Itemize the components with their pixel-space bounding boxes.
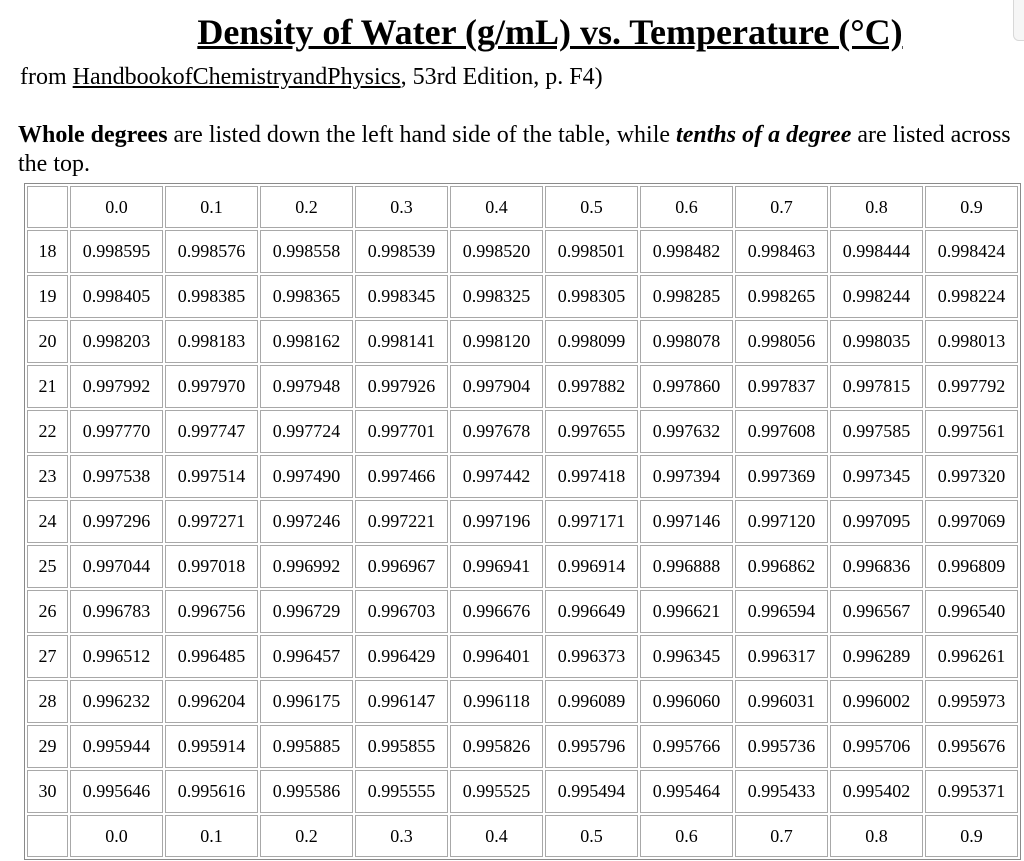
row-temperature: 23	[27, 455, 68, 498]
density-cell: 0.998365	[260, 275, 353, 318]
row-temperature: 24	[27, 500, 68, 543]
window-scroll-edge[interactable]	[1013, 0, 1024, 41]
density-cell: 0.996345	[640, 635, 733, 678]
density-table	[24, 183, 1021, 860]
density-cell: 0.998385	[165, 275, 258, 318]
density-cell: 0.998183	[165, 320, 258, 363]
density-cell: 0.998325	[450, 275, 543, 318]
density-cell: 0.995525	[450, 770, 543, 813]
density-cell: 0.996401	[450, 635, 543, 678]
table-row	[27, 320, 1018, 363]
density-cell: 0.997345	[830, 455, 923, 498]
density-cell: 0.997196	[450, 500, 543, 543]
density-cell: 0.995944	[70, 725, 163, 768]
density-cell: 0.998424	[925, 230, 1018, 273]
column-header: 0.0	[70, 186, 163, 228]
column-header: 0.4	[450, 186, 543, 228]
density-cell: 0.997815	[830, 365, 923, 408]
density-cell: 0.995371	[925, 770, 1018, 813]
row-temperature: 28	[27, 680, 68, 723]
density-cell: 0.995586	[260, 770, 353, 813]
density-cell: 0.997418	[545, 455, 638, 498]
density-cell: 0.998520	[450, 230, 543, 273]
density-cell: 0.995402	[830, 770, 923, 813]
intro-text-1: are listed down the left hand side of the table, while	[167, 122, 677, 148]
density-cell: 0.997320	[925, 455, 1018, 498]
density-cell: 0.995766	[640, 725, 733, 768]
density-cell: 0.997271	[165, 500, 258, 543]
row-temperature: 20	[27, 320, 68, 363]
column-footer: 0.9	[925, 815, 1018, 857]
density-cell: 0.995646	[70, 770, 163, 813]
density-cell: 0.995855	[355, 725, 448, 768]
column-footer: 0.4	[450, 815, 543, 857]
density-cell: 0.998595	[70, 230, 163, 273]
header-row	[27, 186, 1018, 228]
density-cell: 0.998013	[925, 320, 1018, 363]
source-suffix: , 53rd Edition, p. F4)	[400, 64, 603, 90]
density-cell: 0.995433	[735, 770, 828, 813]
density-cell: 0.998120	[450, 320, 543, 363]
density-cell: 0.996485	[165, 635, 258, 678]
intro-bold: Whole degrees	[18, 122, 168, 148]
density-cell: 0.995973	[925, 680, 1018, 723]
density-cell: 0.995885	[260, 725, 353, 768]
density-cell: 0.998141	[355, 320, 448, 363]
density-cell: 0.997926	[355, 365, 448, 408]
density-cell: 0.998224	[925, 275, 1018, 318]
handbook-link[interactable]: HandbookofChemistryandPhysics	[72, 64, 401, 90]
density-cell: 0.996567	[830, 590, 923, 633]
table-row	[27, 680, 1018, 723]
density-cell: 0.996031	[735, 680, 828, 723]
density-cell: 0.997514	[165, 455, 258, 498]
density-cell: 0.997882	[545, 365, 638, 408]
density-cell: 0.998035	[830, 320, 923, 363]
column-header: 0.1	[165, 186, 258, 228]
density-cell: 0.996888	[640, 545, 733, 588]
density-cell: 0.996060	[640, 680, 733, 723]
density-cell: 0.997770	[70, 410, 163, 453]
density-cell: 0.995616	[165, 770, 258, 813]
density-cell: 0.995736	[735, 725, 828, 768]
density-cell: 0.997970	[165, 365, 258, 408]
density-cell: 0.996118	[450, 680, 543, 723]
density-cell: 0.998162	[260, 320, 353, 363]
table-row	[27, 500, 1018, 543]
density-cell: 0.996289	[830, 635, 923, 678]
source-line	[20, 62, 603, 92]
density-cell: 0.997171	[545, 500, 638, 543]
density-cell: 0.997632	[640, 410, 733, 453]
column-header: 0.9	[925, 186, 1018, 228]
density-cell: 0.998265	[735, 275, 828, 318]
density-cell: 0.995555	[355, 770, 448, 813]
density-cell: 0.996512	[70, 635, 163, 678]
density-cell: 0.997296	[70, 500, 163, 543]
density-cell: 0.997369	[735, 455, 828, 498]
density-cell: 0.997792	[925, 365, 1018, 408]
density-cell: 0.995494	[545, 770, 638, 813]
intro-paragraph	[18, 121, 1013, 179]
density-cell: 0.998099	[545, 320, 638, 363]
density-cell: 0.998405	[70, 275, 163, 318]
density-cell: 0.995464	[640, 770, 733, 813]
density-cell: 0.995826	[450, 725, 543, 768]
table-row	[27, 770, 1018, 813]
density-cell: 0.998345	[355, 275, 448, 318]
density-cell: 0.996836	[830, 545, 923, 588]
density-cell: 0.997561	[925, 410, 1018, 453]
page-title: Density of Water (g/mL) vs. Temperature (°C)	[197, 12, 903, 52]
column-header: 0.2	[260, 186, 353, 228]
density-cell: 0.997018	[165, 545, 258, 588]
table-row	[27, 545, 1018, 588]
column-footer: 0.2	[260, 815, 353, 857]
corner-cell	[27, 186, 68, 228]
row-temperature: 26	[27, 590, 68, 633]
density-cell: 0.997724	[260, 410, 353, 453]
density-cell: 0.997394	[640, 455, 733, 498]
density-cell: 0.996862	[735, 545, 828, 588]
density-cell: 0.998305	[545, 275, 638, 318]
column-footer: 0.0	[70, 815, 163, 857]
density-cell: 0.996232	[70, 680, 163, 723]
density-cell: 0.998203	[70, 320, 163, 363]
column-footer: 0.3	[355, 815, 448, 857]
table-row	[27, 230, 1018, 273]
density-cell: 0.997948	[260, 365, 353, 408]
column-header: 0.5	[545, 186, 638, 228]
density-cell: 0.997044	[70, 545, 163, 588]
density-cell: 0.996621	[640, 590, 733, 633]
row-temperature: 22	[27, 410, 68, 453]
density-cell: 0.996429	[355, 635, 448, 678]
density-cell: 0.998558	[260, 230, 353, 273]
row-temperature: 18	[27, 230, 68, 273]
density-cell: 0.996676	[450, 590, 543, 633]
density-cell: 0.997585	[830, 410, 923, 453]
density-cell: 0.997120	[735, 500, 828, 543]
column-footer: 0.1	[165, 815, 258, 857]
density-cell: 0.995796	[545, 725, 638, 768]
density-cell: 0.996783	[70, 590, 163, 633]
table-row	[27, 365, 1018, 408]
density-cell: 0.997992	[70, 365, 163, 408]
row-temperature: 30	[27, 770, 68, 813]
density-cell: 0.996756	[165, 590, 258, 633]
density-cell: 0.996147	[355, 680, 448, 723]
column-footer: 0.5	[545, 815, 638, 857]
density-cell: 0.997221	[355, 500, 448, 543]
density-cell: 0.998463	[735, 230, 828, 273]
intro-bold-italic: tenths of a degree	[676, 122, 852, 148]
density-cell: 0.996261	[925, 635, 1018, 678]
density-cell: 0.996204	[165, 680, 258, 723]
density-cell: 0.997701	[355, 410, 448, 453]
density-cell: 0.995914	[165, 725, 258, 768]
density-cell: 0.996373	[545, 635, 638, 678]
density-cell: 0.997442	[450, 455, 543, 498]
table-row	[27, 455, 1018, 498]
density-cell: 0.997466	[355, 455, 448, 498]
density-cell: 0.996594	[735, 590, 828, 633]
density-cell: 0.995676	[925, 725, 1018, 768]
density-cell: 0.998444	[830, 230, 923, 273]
density-cell: 0.997246	[260, 500, 353, 543]
density-cell: 0.997678	[450, 410, 543, 453]
density-cell: 0.996992	[260, 545, 353, 588]
density-cell: 0.998539	[355, 230, 448, 273]
row-temperature: 21	[27, 365, 68, 408]
table-row	[27, 275, 1018, 318]
density-cell: 0.996941	[450, 545, 543, 588]
column-header: 0.6	[640, 186, 733, 228]
density-cell: 0.997069	[925, 500, 1018, 543]
density-cell: 0.996967	[355, 545, 448, 588]
column-header: 0.3	[355, 186, 448, 228]
density-cell: 0.996317	[735, 635, 828, 678]
density-cell: 0.998501	[545, 230, 638, 273]
density-cell: 0.998576	[165, 230, 258, 273]
density-cell: 0.997538	[70, 455, 163, 498]
row-temperature: 25	[27, 545, 68, 588]
density-cell: 0.996729	[260, 590, 353, 633]
density-cell: 0.996002	[830, 680, 923, 723]
density-cell: 0.996914	[545, 545, 638, 588]
footer-row	[27, 815, 1018, 857]
row-temperature: 29	[27, 725, 68, 768]
density-cell: 0.996540	[925, 590, 1018, 633]
density-cell: 0.997747	[165, 410, 258, 453]
table-row	[27, 635, 1018, 678]
row-temperature: 19	[27, 275, 68, 318]
density-cell: 0.997860	[640, 365, 733, 408]
density-cell: 0.998056	[735, 320, 828, 363]
density-cell: 0.996649	[545, 590, 638, 633]
table-row	[27, 590, 1018, 633]
column-footer: 0.7	[735, 815, 828, 857]
density-cell: 0.998078	[640, 320, 733, 363]
density-cell: 0.996457	[260, 635, 353, 678]
column-footer: 0.6	[640, 815, 733, 857]
density-cell: 0.997608	[735, 410, 828, 453]
density-cell: 0.997655	[545, 410, 638, 453]
intro-text-2: are listed across the top.	[18, 122, 1011, 177]
column-footer: 0.8	[830, 815, 923, 857]
density-cell: 0.998285	[640, 275, 733, 318]
density-cell: 0.997904	[450, 365, 543, 408]
density-cell: 0.998244	[830, 275, 923, 318]
density-cell: 0.997837	[735, 365, 828, 408]
table-row	[27, 725, 1018, 768]
column-header: 0.8	[830, 186, 923, 228]
source-prefix: from	[20, 64, 73, 90]
density-cell: 0.997146	[640, 500, 733, 543]
table-row	[27, 410, 1018, 453]
density-cell: 0.997490	[260, 455, 353, 498]
density-cell: 0.996809	[925, 545, 1018, 588]
density-cell: 0.995706	[830, 725, 923, 768]
density-cell: 0.997095	[830, 500, 923, 543]
density-cell: 0.998482	[640, 230, 733, 273]
column-header: 0.7	[735, 186, 828, 228]
density-cell: 0.996703	[355, 590, 448, 633]
density-cell: 0.996089	[545, 680, 638, 723]
density-cell: 0.996175	[260, 680, 353, 723]
row-temperature: 27	[27, 635, 68, 678]
corner-cell	[27, 815, 68, 857]
